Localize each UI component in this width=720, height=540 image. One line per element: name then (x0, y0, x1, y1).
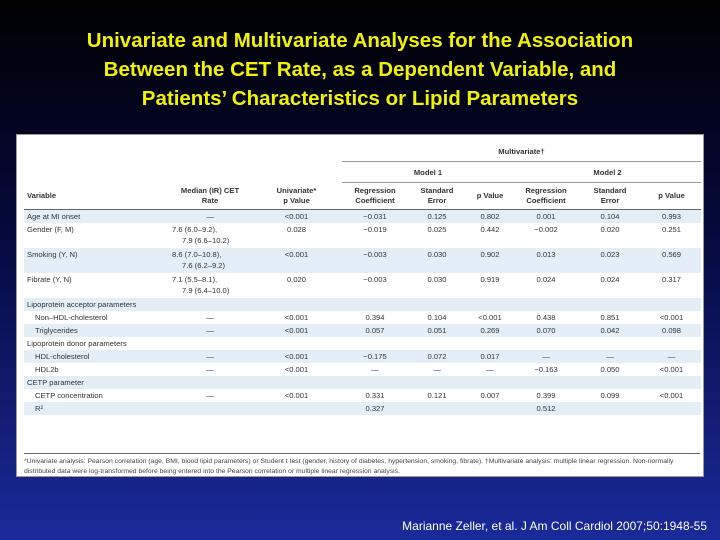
col-se2: Standard Error (578, 183, 642, 210)
section-row: CETP parameter (24, 376, 701, 389)
model1-header: Model 1 (342, 162, 514, 183)
table-row: R² 0.327 0.512 (24, 402, 701, 415)
col-rc1: Regression Coefficient (342, 183, 408, 210)
title-line-1: Univariate and Multivariate Analyses for the Association (86, 29, 634, 52)
col-rc2: Regression Coefficient (514, 183, 578, 210)
title-line-2: Between the CET Rate, as a Dependent Variable, and (103, 58, 617, 81)
section-row: Lipoprotein acceptor parameters (24, 298, 701, 311)
model2-header: Model 2 (514, 162, 701, 183)
col-se1: Standard Error (408, 183, 466, 210)
col-p1: p Value (466, 183, 514, 210)
section-row: Lipoprotein donor parameters (27, 339, 127, 348)
results-table (24, 141, 701, 415)
multivariate-header: Multivariate† (342, 141, 701, 162)
col-univariate: Univariate* p Value (251, 183, 342, 210)
col-p2: p Value (642, 183, 701, 210)
table-panel (16, 134, 704, 477)
table-footnote: *Univariate analysis: Pearson correlation (age, BMI, blood lipid parameters) or Student t test (gender, history of diabetes, hypertension, smoking, fibrate). †Multivariate analysis: multiple linear regression. Non-normally distributed data were log-transformed before being entered into the Pearson correlation or multiple linear regression analysis. (24, 453, 700, 477)
table-row: Age at MI onset — <0.001 −0.031 0.125 0.802 0.001 0.104 0.993 (24, 210, 701, 224)
col-median: Median (IR) CET Rate (169, 183, 251, 210)
table-row: Gender (F, M) 7.6 (6.0–9.2), 7.9 (6.6–10.2) 0.028 −0.019 0.025 0.442 −0.002 0.020 0.251 (27, 225, 682, 245)
citation: Marianne Zeller, et al. J Am Coll Cardiol 2007;50:1948-55 (402, 519, 707, 533)
col-variable: Variable (24, 183, 169, 210)
table-row: Triglycerides — <0.001 0.057 0.051 0.269 0.070 0.042 0.098 (24, 324, 701, 337)
table-row: HDL-cholesterol — <0.001 −0.175 0.072 0.017 — — — (24, 350, 701, 363)
table-row: Smoking (Y, N) 8.6 (7.0–10.8), 7.6 (6.2–9.2) <0.001 −0.003 0.030 0.902 0.013 0.023 0.569 (24, 248, 701, 273)
table-row: Non–HDL-cholesterol — <0.001 0.394 0.104 <0.001 0.438 0.851 <0.001 (35, 313, 684, 322)
table-row: Fibrate (Y, N) 7.1 (5.5–8.1), 7.9 (6.4–10.0) 0.020 −0.003 0.030 0.919 0.024 0.024 0.317 (27, 275, 682, 295)
title-line-3: Patients’ Characteristics or Lipid Parameters (141, 87, 579, 110)
table-row: HDL2b — <0.001 — — — −0.163 0.050 <0.001 (35, 365, 684, 374)
slide-title (20, 26, 700, 113)
table-row: CETP concentration — <0.001 0.331 0.121 0.007 0.399 0.099 <0.001 (35, 391, 684, 400)
